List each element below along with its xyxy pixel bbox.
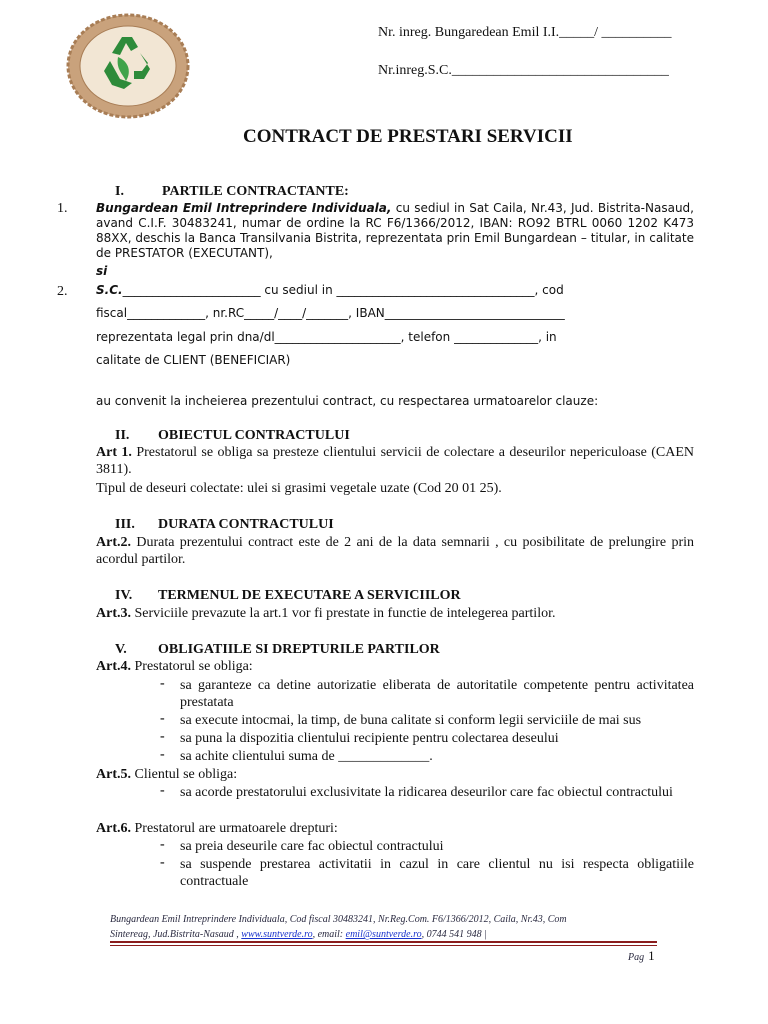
bullet-dash: - bbox=[160, 676, 165, 691]
bullet-dash: - bbox=[160, 729, 165, 744]
party-1-number: 1. bbox=[57, 201, 68, 216]
article-5-text: Clientul se obliga: bbox=[131, 767, 238, 782]
section-3-number: III. bbox=[115, 517, 135, 532]
party-2-number: 2. bbox=[57, 284, 68, 299]
list-item: sa achite clientului suma de _____________. bbox=[180, 749, 433, 764]
section-4-heading: TERMENUL DE EXECUTARE A SERVICIILOR bbox=[158, 588, 461, 603]
article-3-label: Art.3. bbox=[96, 606, 131, 621]
party-1-details: cu sediul in Sat Caila, Nr.43, Jud. Bistrita-Nasaud, avand C.I.F. 30483241, numar de ordine la RC F6/1366/2012, IBAN: RO92 BTRL 0060 1202 K473 88XX, deschis la Banca Transilvania Bistrita, reprezentata prin Emil Bungardean – titular, in calitate de PRESTATOR (EXECUTANT), bbox=[96, 201, 694, 260]
website-link[interactable]: www.suntverde.ro bbox=[241, 929, 313, 940]
list-item: sa suspende prestarea activitatii in cazul in care clientul nu isi respecta obligatiile contractuale bbox=[180, 857, 694, 889]
bullet-dash: - bbox=[160, 783, 165, 798]
reg-line-executant: Nr. inreg. Bungaredean Emil I.I._____/ __________ bbox=[378, 25, 672, 40]
article-4-text: Prestatorul se obliga: bbox=[131, 659, 253, 674]
section-1-number: I. bbox=[115, 184, 124, 199]
footer-location: Sintereag, Jud.Bistrita-Nasaud , bbox=[110, 929, 242, 940]
bullet-dash: - bbox=[160, 837, 165, 852]
party-1-paragraph bbox=[96, 201, 694, 261]
article-2 bbox=[96, 534, 694, 568]
list-item: sa garanteze ca detine autorizatie eliberata de autoritatile competente pentru activitatea prestatata bbox=[180, 678, 694, 710]
waste-type: Tipul de deseuri colectate: ulei si grasimi vegetale uzate (Cod 20 01 25). bbox=[96, 481, 502, 496]
footer-address bbox=[110, 912, 670, 942]
bullet-dash: - bbox=[160, 855, 165, 870]
section-5-heading: OBLIGATIILE SI DREPTURILE PARTILOR bbox=[158, 642, 440, 657]
party-2-line-2: fiscal_____________, nr.RC_____/____/_______, IBAN______________________________ bbox=[96, 306, 565, 320]
party-1-name: Bungardean Emil Intreprindere Individuala, bbox=[96, 201, 392, 215]
section-2-number: II. bbox=[115, 428, 130, 443]
article-6 bbox=[96, 820, 338, 837]
party-2-line-1-text: _______________________ cu sediul in _________________________________, cod bbox=[122, 283, 564, 297]
page-number bbox=[628, 947, 655, 965]
list-item: sa execute intocmai, la timp, de buna calitate si conform legii serviciile de mai sus bbox=[180, 713, 642, 728]
section-2-heading: OBIECTUL CONTRACTULUI bbox=[158, 428, 350, 443]
section-1-heading: PARTILE CONTRACTANTE: bbox=[162, 184, 349, 199]
party-2-name: S.C. bbox=[96, 283, 123, 297]
page-number-value: 1 bbox=[648, 948, 655, 963]
footer-email-label: , email: bbox=[312, 929, 346, 940]
article-4 bbox=[96, 658, 253, 675]
section-4-number: IV. bbox=[115, 588, 133, 603]
article-4-label: Art.4. bbox=[96, 659, 131, 674]
and-conjunction: si bbox=[96, 264, 108, 278]
article-5 bbox=[96, 766, 237, 783]
document-title: CONTRACT DE PRESTARI SERVICII bbox=[243, 126, 573, 147]
article-1 bbox=[96, 444, 694, 478]
article-2-text: Durata prezentului contract este de 2 ani de la data semnarii , cu posibilitate de prelungire prin acordul partilor. bbox=[96, 535, 694, 567]
company-logo bbox=[66, 13, 190, 119]
section-5-number: V. bbox=[115, 642, 127, 657]
party-2-line-1 bbox=[96, 283, 694, 298]
article-6-label: Art.6. bbox=[96, 821, 131, 836]
footer-phone: , 0744 541 948 | bbox=[421, 929, 487, 940]
bullet-dash: - bbox=[160, 747, 165, 762]
page-label: Pag bbox=[628, 952, 645, 963]
article-5-label: Art.5. bbox=[96, 767, 131, 782]
recycle-icon bbox=[66, 13, 190, 119]
reg-line-client: Nr.inreg.S.C._______________________________ bbox=[378, 63, 669, 78]
footer-divider bbox=[110, 941, 657, 943]
article-6-text: Prestatorul are urmatoarele drepturi: bbox=[131, 821, 338, 836]
party-2-line-4: calitate de CLIENT (BENEFICIAR) bbox=[96, 353, 291, 367]
email-link[interactable]: emil@suntverde.ro bbox=[345, 929, 422, 940]
article-2-label: Art.2. bbox=[96, 535, 131, 550]
article-1-label: Art 1. bbox=[96, 445, 132, 460]
list-item: sa acorde prestatorului exclusivitate la ridicarea deseurilor care fac obiectul contractului bbox=[180, 785, 673, 800]
bullet-dash: - bbox=[160, 711, 165, 726]
section-3-heading: DURATA CONTRACTULUI bbox=[158, 517, 334, 532]
party-2-line-3: reprezentata legal prin dna/dl_____________________, telefon ______________, in bbox=[96, 330, 557, 344]
article-1-text: Prestatorul se obliga sa presteze clientului servicii de colectare a deseurilor nepericuloase (CAEN 3811). bbox=[96, 445, 694, 477]
article-3-text: Serviciile prevazute la art.1 vor fi prestate in functie de intelegerea partilor. bbox=[131, 606, 556, 621]
footer-line-2 bbox=[110, 927, 670, 942]
footer-line-1: Bungardean Emil Intreprindere Individuala, Cod fiscal 30483241, Nr.Reg.Com. F6/1366/2012, Caila, Nr.43, Com bbox=[110, 914, 567, 925]
list-item: sa puna la dispozitia clientului recipiente pentru colectarea deseului bbox=[180, 731, 559, 746]
list-item: sa preia deseurile care fac obiectul contractului bbox=[180, 839, 444, 854]
footer-divider-thin bbox=[110, 945, 657, 946]
agreement-statement: au convenit la incheierea prezentului contract, cu respectarea urmatoarelor clauze: bbox=[96, 394, 599, 408]
article-3 bbox=[96, 605, 694, 622]
